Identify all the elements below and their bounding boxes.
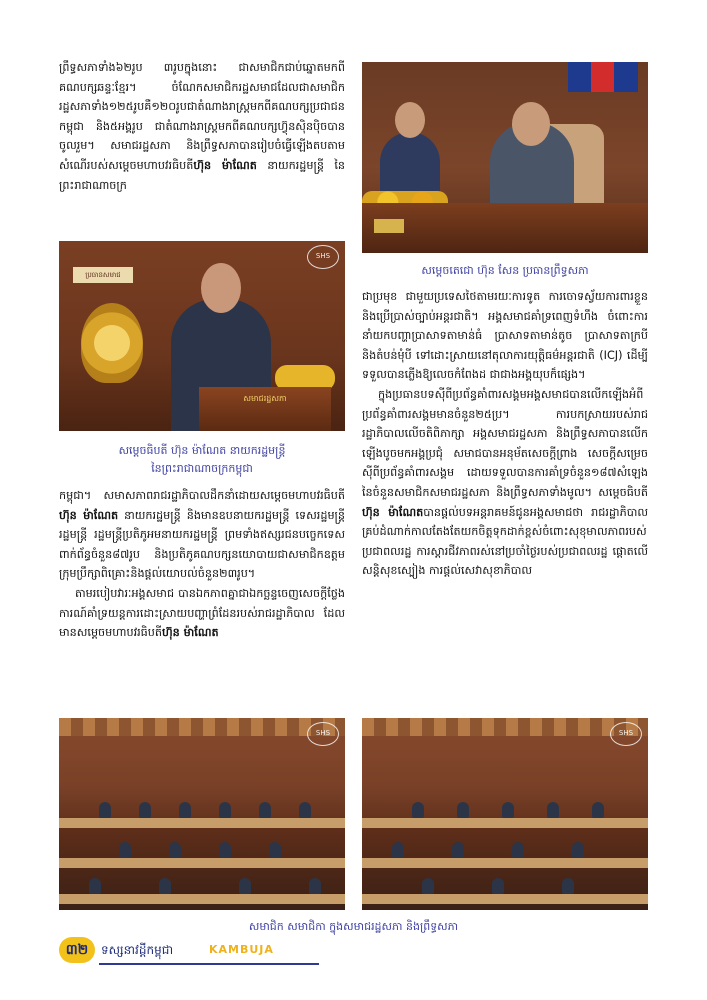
person-left-head [395,102,425,138]
member-figure [269,842,281,858]
paragraph-text: ព្រឹទ្ធសភាទាំង៦២រូប ៣រូបក្នុងនោះ ជាសមាជិកជាប់ឆ្នោតមកពីគណបក្សឆន្ទៈខ្មែរ។ ចំណែកសមាជិករដ្ឋសមាជដែលជាសមាជិករដ្ឋសភាទាំង១២៥រូបគឺ១២០រូបជាតំណាងរាស្ត្រមកពីគណបក្សប្រជាជនកម្ពុជា និង៥អង្គរូប ជាតំណាងរាស្ត្រមកពីគណបក្សហ៊្វុនស៊ិនប៉ិចបានចូលរួម។ សមាជរដ្ឋសភា និងព្រឹទ្ធសភាបានរៀបចំធ្វើឡើងតបតាមសំណើរបស់សម្តេចមហាបវរធិបតី [59,61,345,172]
member-figure [119,842,131,858]
paragraph-text: ក្នុងប្រធានបទស៊ីពីប្រព័ន្ធគាំពារសង្គមអង្គសមាជបានលើកឡើងអំពីប្រព័ន្ធគាំពារសង្គមមានចំនួន២៥ប្រ។ ការបកស្រាយរបស់រាជរដ្ឋាភិបាលលើចតិពិភាក្សា អង្គសមាជរដ្ឋសភា និងព្រឹទ្ធសភាបានលើកឡើងបូចមកអង្គប្រជុំ សមាជបានអនុម័តសេចក្តីព្រាង សេចក្តីសម្រេច ស៊ីពីប្រព័ន្ធគាំពារសង្គម ដោយទទួលបានការគាំទ្រចំនួន១៨៧សំឡេង នៃចំនួនសមាជិកសមាជរដ្ឋសភា និងព្រឹទ្ធសភាទាំងមូល។ សម្តេចធិបតី [362,387,648,499]
member-figure [592,802,604,818]
paragraph-text: ជាប្រមុខ ជាមួយប្រទេសថៃតាមរយៈការទូត ការចោទស្វ័យការពារខ្លួននិងប្រើប្រាស់ច្បាប់អន្តរជាតិ។ អង្គសមាជគាំទ្រពេញទំហឹង ចំពោះការនាំយកបញ្ហាប្រាសាទតាមាន់ធំ ប្រាសាទតាមាន់តូច ប្រាសាទតាក្របី និងតំបន់មុំបី ទៅដោះស្រាយនៅតុលាការយុត្តិធម៌អន្តរជាតិ (ICJ) ដើម្បីទទួលបានភ្លើងឱ្យលេចកំពែងដ ជាជាងអង្គយុបក៏ផ្សេង។ [362,290,648,382]
podium-graphic [199,387,331,431]
member-figure [572,842,584,858]
watermark-logo: SHS [307,245,339,269]
caption-members: សមាជិក សមាជិកា ក្នុងសមាជរដ្ឋសភា និងព្រឹទ្ធសភា [248,920,459,933]
member-figure [219,842,231,858]
desk-row [362,894,648,904]
member-figure [392,842,404,858]
caption-senate-president: សម្តេចតេជោ ហ៊ុន សែន ប្រធានព្រឹទ្ធសភា [421,264,589,277]
member-figure [547,802,559,818]
speaker-head [201,263,241,313]
paragraph-text: នាយករដ្ឋមន្ត្រី នៃព្រះរាជាណាចក្រ [59,158,345,192]
name-sign [374,219,404,233]
member-figure [492,878,504,894]
member-figure [562,878,574,894]
name-bold: ហ៊ុន ម៉ាណែត [193,158,257,172]
name-bold: ហ៊ុន ម៉ាណែត [362,505,424,519]
footer-rule [99,963,319,965]
caption-line-2: នៃព្រះរាជាណាចក្រកម្ពុជា [151,462,253,475]
member-figure [219,802,231,818]
desk-row [59,858,345,868]
member-figure [99,802,111,818]
member-figure [139,802,151,818]
photo-prime-minister [59,241,345,431]
ceiling-ornament [59,718,345,736]
desk-row [362,858,648,868]
member-figure [412,802,424,818]
podium-label: សមាជរដ្ឋសភា [243,394,287,403]
name-bold: ហ៊ុន ម៉ាណែត [59,508,119,522]
member-figure [179,802,191,818]
member-figure [309,878,321,894]
desk-graphic [362,203,648,253]
member-figure [169,842,181,858]
photo-assembly-hall-right [362,718,648,910]
member-figure [457,802,469,818]
member-figure [422,878,434,894]
member-figure [502,802,514,818]
royal-emblem [81,303,143,383]
plate-label: ប្រធានសមាជ [73,267,133,283]
member-figure [239,878,251,894]
brand-name: KAMBUJA [209,943,274,956]
left-column-mid-text [59,486,345,643]
paragraph-text: បានផ្តល់បទអន្តរាគមន៍ជូនអង្គសមាជថា រាជរដ្ឋាភិបាលគ្រប់ដំណាក់កាលតែងតែយកចិត្តទុកដាក់ខ្ពស់ចំពោះសុខុមាលភាពរបស់ប្រជាពលរដ្ឋ ការស្តារជីវភាពរស់នៅប្រចាំថ្ងៃរបស់ប្រជាពលរដ្ឋ ផ្តោតលើសន្តិសុខស្បៀង ការផ្តល់សេវាសុខាភិបាល [362,505,648,578]
paragraph-text: តាមរបៀបវារៈអង្គសមាជ បានឯកភាពគ្នាជាឯកច្ឆន្ទចេញសេចក្តីថ្លែងការណ៍គាំទ្រយន្តការដោះស្រាយបញ្ហាព្រំដែនរបស់រាជរដ្ឋាភិបាល ដែលមានសម្តេចមហាបវរធិបតី [59,586,345,640]
right-column-text [362,287,648,581]
ceiling-ornament [362,718,648,736]
page-number: ៣២ [59,937,95,963]
page-footer [59,937,319,967]
member-figure [452,842,464,858]
member-figure [512,842,524,858]
paragraph-text: នាយករដ្ឋមន្ត្រី និងមានឧបនាយករដ្ឋមន្ត្រី ទេសរដ្ឋមន្ត្រី រដ្ឋមន្ត្រី រដ្ឋមន្ត្រីប្រតិភូអមនាយករដ្ឋមន្ត្រី ព្រមទាំងឥស្សរជនបច្ចេកទេសពាក់ព័ន្ធចំនួន៨៧រូប និងប្រតិភូគណបក្សនយោបាយជាសមាជិកឧត្តមក្រុមប្រឹក្សាពិគ្រោះនិងផ្តល់យោបល់ចំនួន២៣រូប។ [59,508,345,581]
desk-row [59,818,345,828]
photo-assembly-hall-left [59,718,345,910]
caption-line-1: សម្តេចធិបតី ហ៊ុន ម៉ាណែត នាយករដ្ឋមន្ត្រី [118,444,286,457]
member-figure [259,802,271,818]
person-center-head [512,102,550,146]
watermark-logo: SHS [610,722,642,746]
name-bold: ហ៊ុន ម៉ាណែត [161,626,219,640]
desk-row [59,894,345,904]
member-figure [299,802,311,818]
photo-senate-president [362,62,648,253]
caption-prime-minister [59,442,345,478]
magazine-title: ទស្សនាវដ្តីកម្ពុជា [101,943,174,957]
flag-graphic [568,62,638,92]
desk-row [362,818,648,828]
member-figure [159,878,171,894]
paragraph-text: កម្ពុជា។ សមាសភាពរាជរដ្ឋាភិបាលដឹកនាំដោយសម្តេចមហាបវរធិបតី [59,489,345,502]
member-figure [89,878,101,894]
left-column-top-text [59,58,345,195]
watermark-logo: SHS [307,722,339,746]
